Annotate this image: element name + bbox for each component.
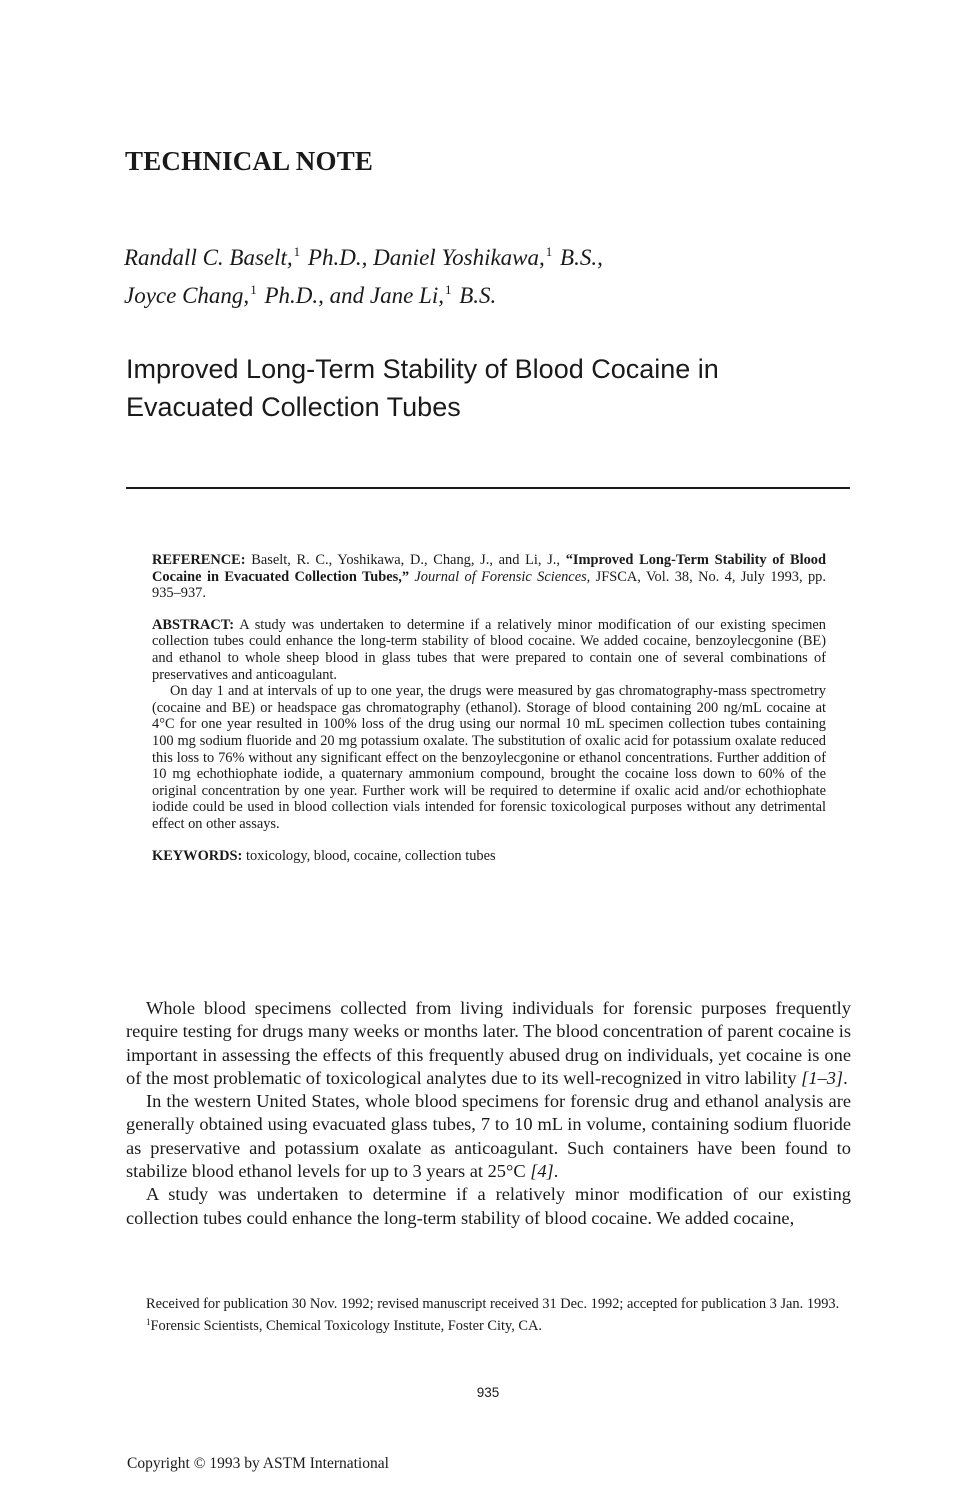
body-paragraph-end: . [843,1067,848,1088]
reference-journal: Journal of Forensic Sciences, [414,568,591,585]
citation: [1–3] [801,1067,844,1088]
citation: [4] [530,1161,554,1182]
body-paragraph [126,997,851,1090]
copyright-notice: Copyright © 1993 by ASTM International [127,1455,389,1472]
body-paragraph-text: In the western United States, whole blood specimens for forensic drug and ethanol analysis are generally obtained using evacuated glass tubes, 7 to 10 mL in volume, containing sodium fluoride as preservative and potassium oxalate as anticoagulant. Such containers have been found to stabilize blood ethanol levels for up to 3 years at 25°C [126,1091,851,1182]
author-name: Randall C. Baselt, [124,245,293,270]
reference-citation [152,552,826,602]
footnote-mark: 1 [146,1316,151,1327]
author-list [124,236,884,312]
keywords-text: toxicology, blood, cocaine, collection tubes [245,847,496,864]
author-name: Joyce Chang, [124,283,250,308]
body-paragraph [126,1090,851,1183]
author-name: Daniel Yoshikawa, [373,245,545,270]
page-number: 935 [476,1385,500,1400]
footnote-affiliation-text: Forensic Scientists, Chemical Toxicology Institute, Foster City, CA. [150,1317,543,1334]
footnote-received: Received for publication 30 Nov. 1992; revised manuscript received 31 Dec. 1992; accepted for publication 3 Jan. 1993. [146,1296,840,1312]
affiliation-mark: 1 [545,244,553,259]
title-divider [126,487,850,489]
author-conjunction: and [329,283,365,308]
affiliation-mark: 1 [444,282,452,297]
author-name: Jane Li, [369,283,444,308]
reference-authors: Baselt, R. C., Yoshikawa, D., Chang, J., and Li, J., [251,552,566,568]
abstract-label: ABSTRACT: [152,616,235,633]
body-paragraph: A study was undertaken to determine if a relatively minor modification of our existing collection tubes could enhance the long-term stability of blood cocaine. We added cocaine, [126,1184,851,1228]
abstract-paragraph: On day 1 and at intervals of up to one year, the drugs were measured by gas chromatography-mass spectrometry (cocaine and BE) or headspace gas chromatography (ethanol). Storage of blood containing 200 ng/mL cocaine at 4°C for one year resulted in 100% loss of the drug using our normal 10 mL specimen collection tubes containing 100 mg sodium fluoride and 20 mg potassium oxalate. The substitution of oxalic acid for potassium oxalate reduced this loss to 76% without any significant effect on the benzoylecgonine or ethanol concentrations. Further addition of 10 mg echothiophate iodide, a quaternary ammonium compound, brought the cocaine loss down to 60% of the original concentration by one year. Further work will be required to determine if oxalic acid and/or echothiophate iodide could be used in blood collection vials intended for forensic toxicological purposes without any detrimental effect on other assays. [152,683,826,832]
author-degree: Ph.D., [264,283,324,308]
body-text [126,997,851,1230]
abstract-paragraph [152,617,826,683]
reference-details: JFSCA, Vol. 38, No. 4, July 1993, pp. 935–937. [152,568,826,602]
footnote-affiliation [126,1314,850,1336]
author-degree: B.S. [459,283,497,308]
affiliation-mark: 1 [250,282,257,297]
keywords-label: KEYWORDS: [152,847,243,864]
footnotes [126,1296,850,1335]
author-degree: B.S., [560,245,603,270]
article-title-line: Evacuated Collection Tubes [126,392,461,422]
reference-article-title: “Improved Long-Term Stability of Blood Cocaine in Evacuated Collection Tubes,” [152,552,826,585]
body-paragraph-end: . [553,1161,559,1182]
reference-abstract-block [152,552,826,864]
keywords [152,848,826,865]
article-title [126,350,866,426]
affiliation-mark: 1 [293,244,301,259]
article-title-line: Improved Long-Term Stability of Blood Cocaine in [126,354,719,384]
abstract-text: A study was undertaken to determine if a relatively minor modification of our existing specimen collection tubes could enhance the long-term stability of blood cocaine. We added cocaine, benzoylecgonine (BE) and ethanol to whole sheep blood in glass tubes that were prepared to contain one of several combinations of preservatives and anticoagulant. [152,616,826,683]
body-paragraph-text: Whole blood specimens collected from living individuals for forensic purposes frequently require testing for drugs many weeks or months later. The blood concentration of parent cocaine is important in assessing the effects of this frequently abused drug on individuals, yet cocaine is one of the most problematic of toxicological analytes due to its well-recognized in vitro lability [126,998,851,1088]
reference-label: REFERENCE: [152,552,246,568]
author-degree: Ph.D., [307,245,368,270]
section-label: TECHNICAL NOTE [125,146,374,176]
